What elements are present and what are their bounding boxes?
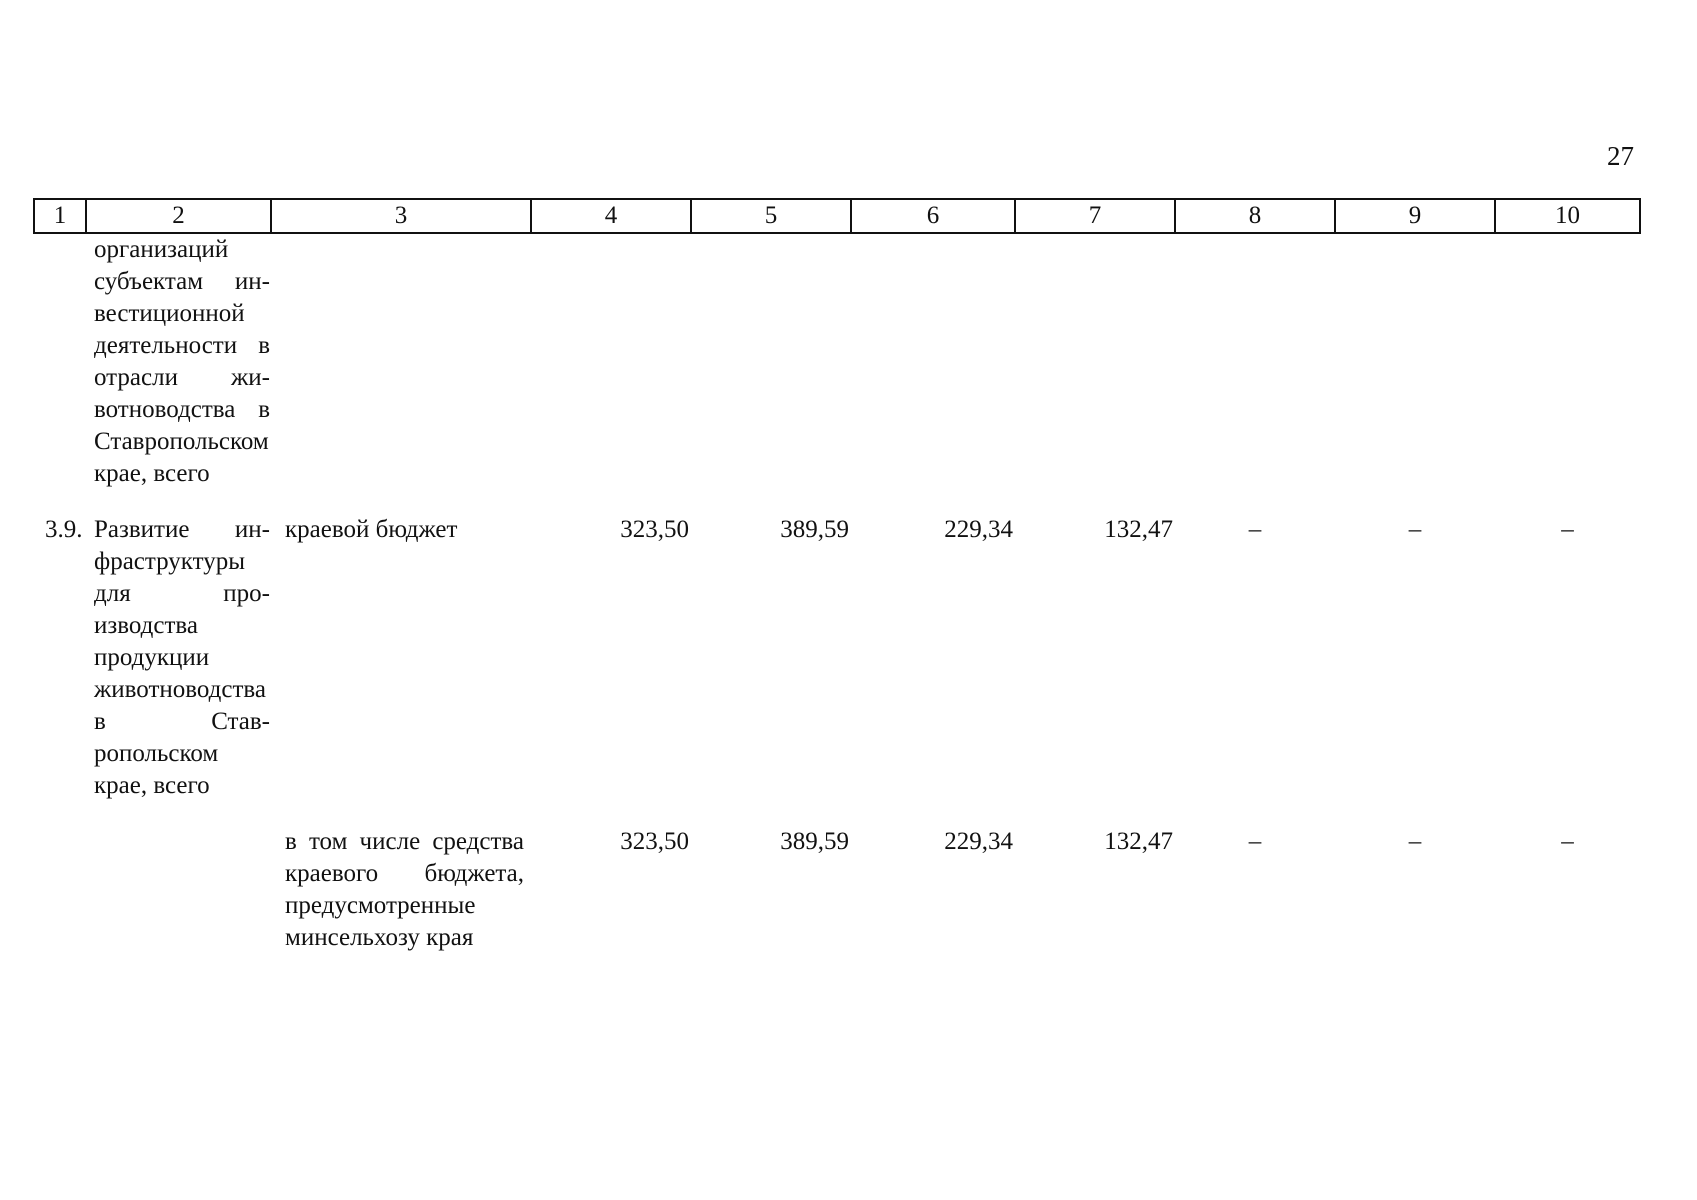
table-row bbox=[34, 826, 1640, 954]
value-cell: 389,59 bbox=[780, 516, 849, 543]
value-cell bbox=[1015, 233, 1175, 490]
value-cell bbox=[1495, 233, 1640, 490]
row-number: 3.9. bbox=[45, 516, 83, 543]
column-header: 3 bbox=[271, 199, 531, 233]
row-source: краевой бюджет bbox=[285, 516, 458, 543]
value-cell: – bbox=[1408, 516, 1422, 543]
budget-table bbox=[33, 198, 1641, 954]
table-row bbox=[34, 233, 1640, 490]
row-source: в том числе средства краевого бюджета, предусмотренные минсельхозу края bbox=[285, 828, 524, 951]
column-header: 5 bbox=[691, 199, 851, 233]
value-cell: 229,34 bbox=[944, 828, 1013, 855]
value-cell: – bbox=[1408, 828, 1422, 855]
column-header: 9 bbox=[1335, 199, 1495, 233]
value-cell: – bbox=[1561, 516, 1574, 543]
value-cell: 132,47 bbox=[1104, 516, 1173, 543]
value-cell bbox=[1175, 233, 1335, 490]
value-cell: 229,34 bbox=[944, 516, 1013, 543]
column-header: 7 bbox=[1015, 199, 1175, 233]
value-cell: – bbox=[1248, 828, 1262, 855]
row-number bbox=[34, 233, 86, 490]
value-cell bbox=[851, 233, 1015, 490]
value-cell bbox=[531, 233, 691, 490]
column-number-header bbox=[34, 199, 1640, 233]
value-cell: – bbox=[1248, 516, 1262, 543]
value-cell: 323,50 bbox=[620, 828, 689, 855]
page-number: 27 bbox=[1607, 141, 1634, 171]
value-cell bbox=[691, 233, 851, 490]
value-cell: 389,59 bbox=[780, 828, 849, 855]
column-header: 4 bbox=[531, 199, 691, 233]
row-number bbox=[34, 826, 86, 954]
row-name: организаций субъектам инвестиционной деятельности в отрасли животноводства в Ставропольском крае, всего bbox=[94, 236, 270, 487]
column-header: 10 bbox=[1495, 199, 1640, 233]
row-name: Развитие инфраструктуры для производства продукции животноводства в Ставропольском крае, всего bbox=[94, 516, 270, 799]
column-header: 6 bbox=[851, 199, 1015, 233]
column-header: 1 bbox=[34, 199, 86, 233]
table-row bbox=[34, 514, 1640, 802]
value-cell bbox=[1335, 233, 1495, 490]
column-header: 8 bbox=[1175, 199, 1335, 233]
column-header: 2 bbox=[86, 199, 271, 233]
value-cell: – bbox=[1561, 828, 1574, 855]
value-cell: 323,50 bbox=[620, 516, 689, 543]
value-cell: 132,47 bbox=[1104, 828, 1173, 855]
